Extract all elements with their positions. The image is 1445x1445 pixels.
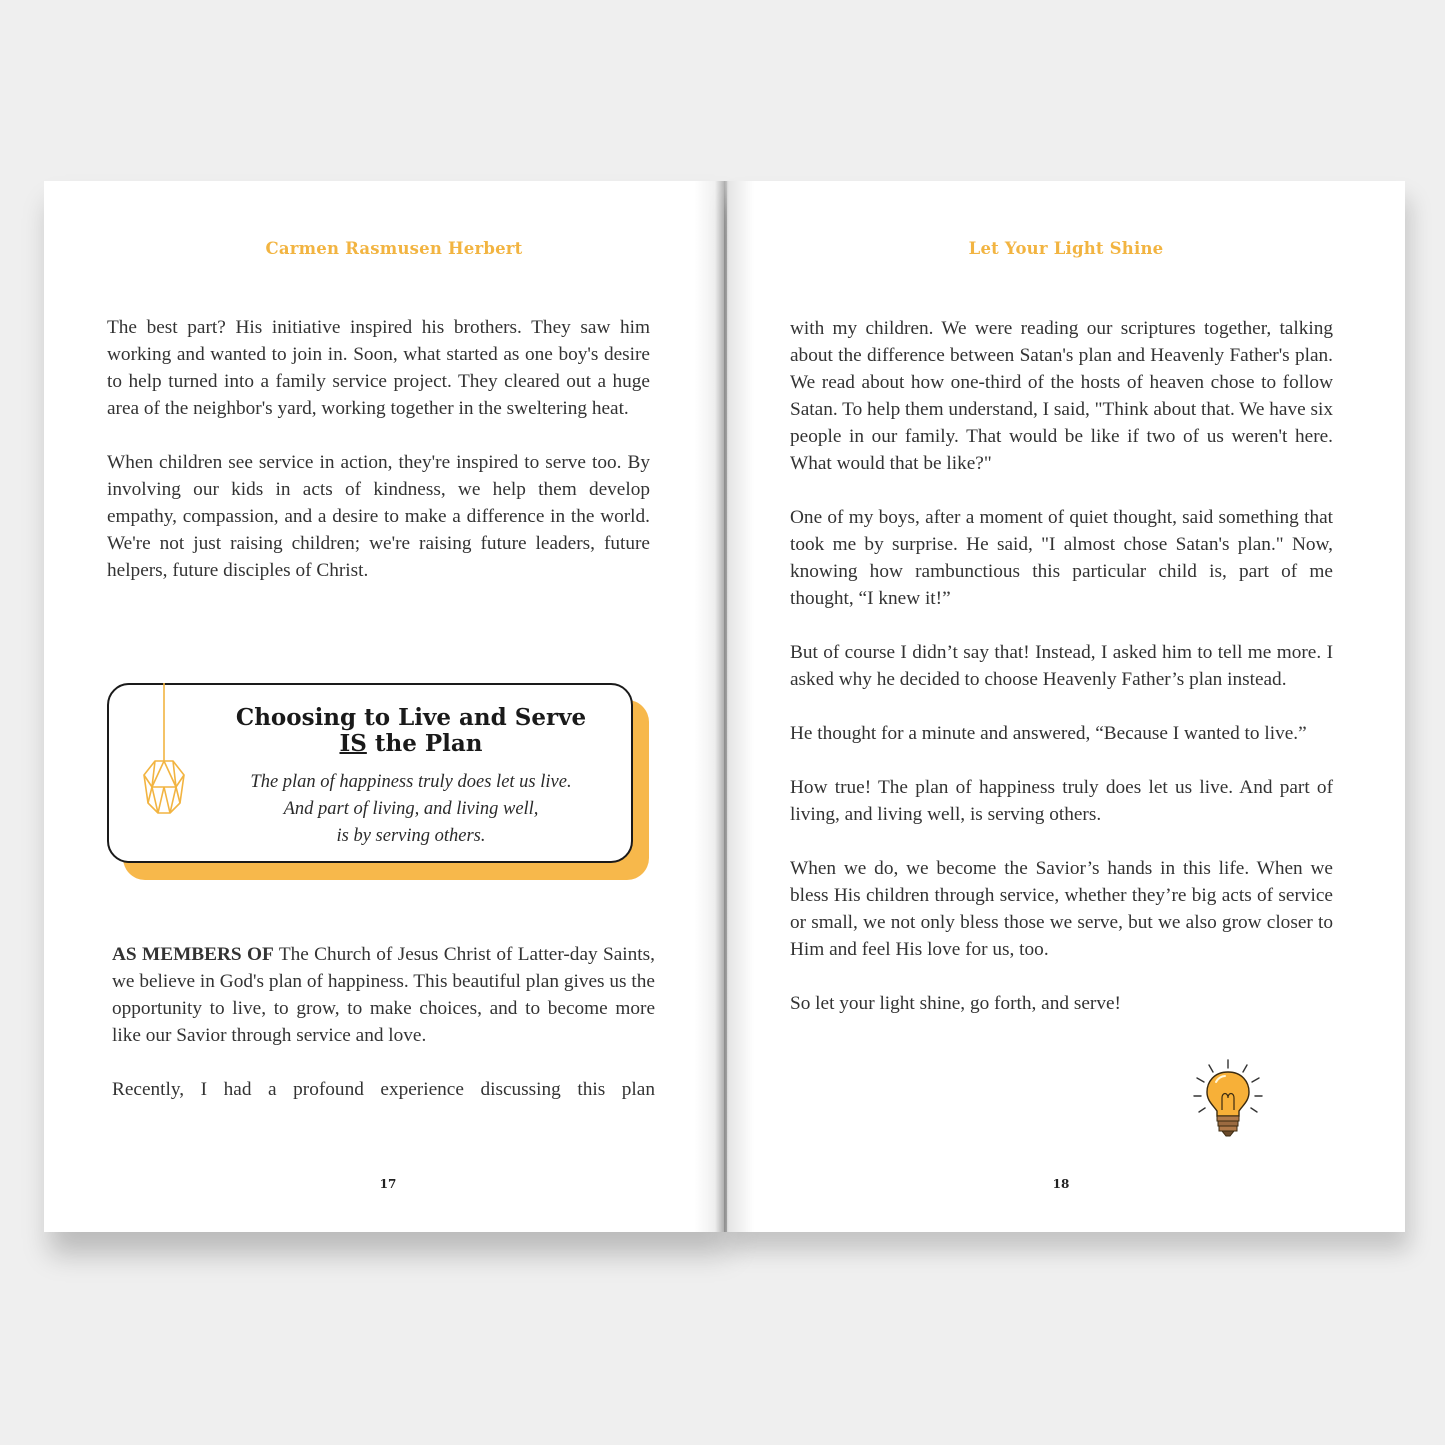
right-text bbox=[790, 315, 1333, 1017]
paragraph-text: The Church of Jesus Christ of Latter-day Saints, we believe in God's plan of happiness. This beautiful plan gives us the opportunity to live, to grow, to make choices, and to become more like our Savior through service and love. bbox=[112, 944, 655, 1046]
page-number: 18 bbox=[1052, 1177, 1070, 1191]
callout-title-emphasis: IS bbox=[339, 730, 367, 757]
pendant-lamp-icon bbox=[133, 683, 197, 831]
paragraph: But of course I didn’t say that! Instead, I asked him to tell me more. I asked why he decided to choose Heavenly Father’s plan instead. bbox=[790, 642, 1333, 690]
paragraph: The best part? His initiative inspired his brothers. They saw him working and wanted to join in. Soon, what started as one boy's desire to help turned into a family service project. They cleared out a huge area of the neighbor's yard, working together in the sweltering heat. bbox=[107, 317, 650, 419]
callout-panel bbox=[107, 683, 633, 863]
callout-box bbox=[107, 683, 633, 863]
paragraph: with my children. We were reading our scriptures together, talking about the difference between Satan's plan and Heavenly Father's plan. We read about how one-third of the hosts of heaven chose to follow Satan. To help them understand, I said, "Think about that. We have six people in our family. That would be like if two of us weren't here. What would that be like?" bbox=[790, 318, 1333, 474]
paragraph: He thought for a minute and answered, “Because I wanted to live.” bbox=[790, 723, 1307, 744]
callout-line: The plan of happiness truly does let us live. bbox=[250, 772, 572, 792]
callout-title-part1: Choosing to Live and Serve bbox=[235, 704, 587, 731]
running-head-title: Let Your Light Shine bbox=[968, 239, 1164, 258]
paragraph: Recently, I had a profound experience discussing this plan bbox=[112, 1079, 655, 1100]
callout-body bbox=[201, 769, 621, 850]
callout-title-part2: the Plan bbox=[374, 730, 483, 757]
paragraph: When children see service in action, they're inspired to serve too. By involving our kids in acts of kindness, we help them develop empathy, compassion, and a desire to make a difference in the world. We're not just raising children; we're raising future leaders, future helpers, future disciples of Christ. bbox=[107, 452, 650, 581]
paragraph: How true! The plan of happiness truly does let us live. And part of living, and living well, is serving others. bbox=[790, 777, 1333, 825]
paragraph bbox=[112, 941, 655, 1049]
callout-title bbox=[201, 705, 621, 757]
lightbulb-icon bbox=[1189, 1058, 1267, 1138]
left-text-top bbox=[107, 314, 650, 584]
running-head-author: Carmen Rasmusen Herbert bbox=[265, 239, 523, 258]
paragraph: When we do, we become the Savior’s hands in this life. When we bless His children through service, whether they’re big acts of service or small, we not only bless those we serve, but we also grow closer to Him and feel His love for us, too. bbox=[790, 858, 1333, 960]
page-number: 17 bbox=[379, 1177, 397, 1191]
paragraph: One of my boys, after a moment of quiet thought, said something that took me by surprise. He said, "I almost chose Satan's plan." Now, knowing how rambunctious this particular child is, part of me thought, “I knew it!” bbox=[790, 507, 1333, 609]
paragraph: So let your light shine, go forth, and serve! bbox=[790, 993, 1121, 1014]
right-page bbox=[727, 181, 1405, 1232]
left-text-bottom bbox=[112, 941, 655, 1103]
callout-line: And part of living, and living well, bbox=[283, 799, 539, 819]
left-page bbox=[44, 181, 724, 1232]
section-lead-in: AS MEMBERS OF bbox=[112, 944, 274, 965]
callout-line: is by serving others. bbox=[336, 826, 486, 846]
